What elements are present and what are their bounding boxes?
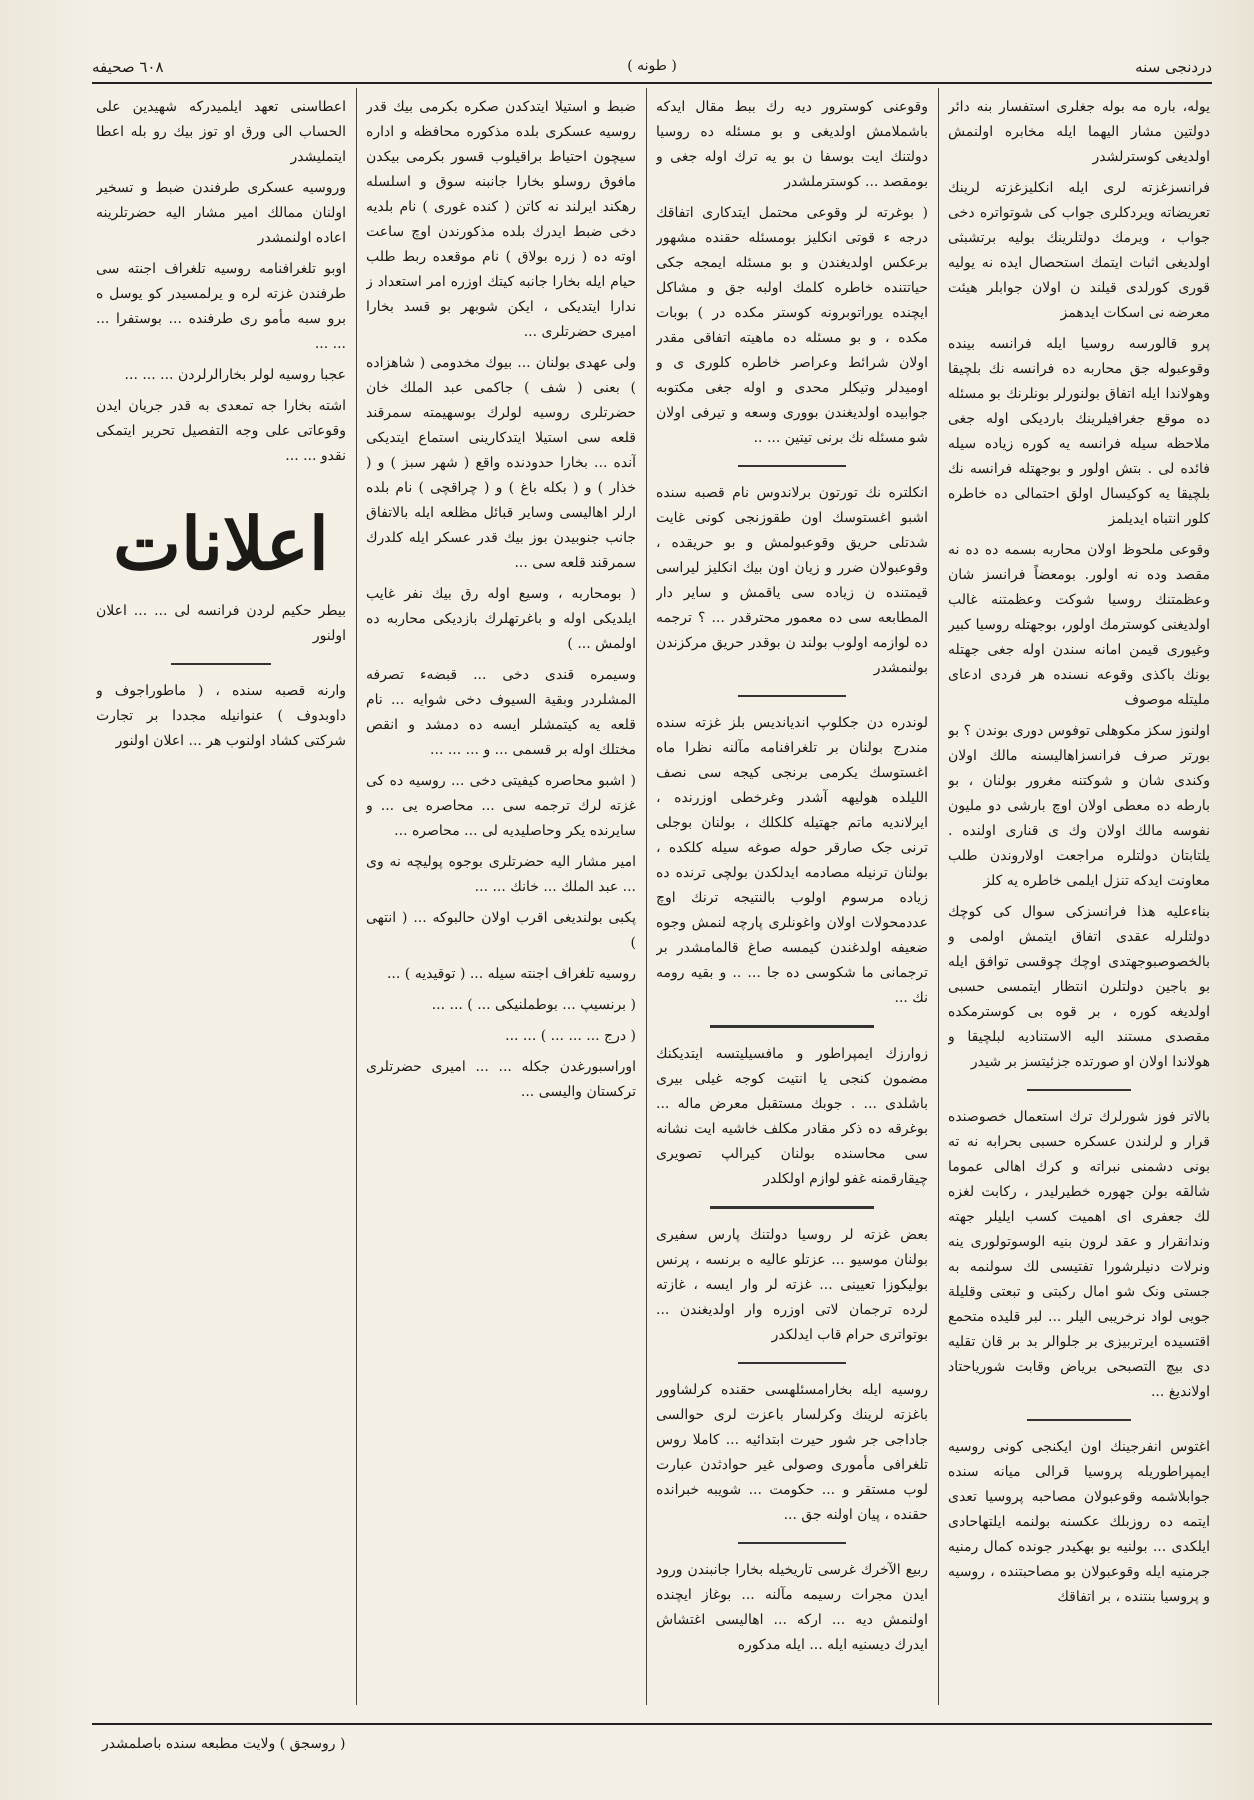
article-paragraph: وقوعی ملحوظ اولان محاربه بسمه ده ده نه مقصد وده نه اولور. بومعضاً فرانسز شان وعظمتنك روسیا شوکت وعظمتنه غالب اولدیغنی کوسترمك اولور، بوجهتله روسیا کبیر وغیوری قیمن امانه سندن اوله جغی جهتله بونك باکذی وقوعه نسنده هر فردی ادعای ملیتله موصوف bbox=[948, 542, 1210, 708]
article-paragraph: بعض غزته لر روسیا دولتنك پارس سفیری بولنان موسیو ... عزتلو عالیه ه برنسه ، پرنس بولیکوزا تعیینی ... غزته لر وار ایسه ، غازته لرده ترجمان لاتی اوزره وار اولدیغندن ... بوتواتری حرام قاب ایدلکدر bbox=[656, 1227, 928, 1343]
article-paragraph: وسیمره قندی دخی ... قبضهء تصرفه المشلردر وبقیة السیوف دخی شوایه ... نام قلعه یه کیتمشلر ایسه ده دمشد و انقص مختلك اوله بر قسمی ... و ... ... ... bbox=[366, 667, 636, 758]
section-separator bbox=[738, 1542, 847, 1544]
article-paragraph: انکلتره نك تورتون برلاندوس نام قصبه سنده اشبو اغستوسك اون طقوزنجی کونی غایت شدتلی حریق وقوعبولمش و بو حریقده ، وقوعبولان ضرر و زیان اون بیك انکلیز لیراسی قیمتنده ن زیاده سی یاقمش و سایر دار المطابعه سی ده معمور محترقدر ... ؟ ترجمه ده لوازمه اولوب بولند ن بوقدر حریق مرکزندن بولنمشدر bbox=[656, 485, 928, 676]
section-separator bbox=[738, 1362, 847, 1364]
page-header bbox=[92, 40, 1212, 82]
column-1 bbox=[948, 95, 1210, 1710]
page-number: ٦٠٨ صحیفه bbox=[92, 58, 164, 76]
article-paragraph: ربیع الآخرك غرسی تاریخیله بخارا جانبندن ورود ایدن مجرات رسیمه مآلنه ... بوغاز ایچنده اولنمش دیه ... ارکه ... اهالیسی اغتشاش ایدرك دیسنیه ایله ... ایله مدکوره bbox=[656, 1562, 928, 1653]
column-divider bbox=[938, 88, 939, 1705]
page-footer bbox=[92, 1730, 1212, 1760]
article-paragraph: اغتوس انفرجینك اون ایکنجی کونی روسیه ایمپراطوریله پروسیا قرالی میانه سنده جوابلاشمه وقوعبولان مصاحبه پروسیا تعدی ایتمه ده روزبلك عکسنه بولنمه ایلتهاحادی ایلکدی ... بولنیه بو بهکیدر جونده کمال رمنیه جرمنیه ایله وقوعبولان بو مصاحبتنده ، روسیه و پروسیا بنتنده ، بر اتفاقك bbox=[948, 1439, 1210, 1605]
article-paragraph: وقوعنی کوسترور دیه رك ببط مقال ایدکه باشملامش اولدیغی و بو مسئله ده روسیا دولتنك ایت بوسفا ن بو یه ترك اوله جغی و بومقصد ... کوسترملشدر bbox=[656, 99, 928, 190]
column-2 bbox=[656, 95, 928, 1710]
column-divider bbox=[646, 88, 647, 1705]
advertisement-paragraph: بیطر حکیم لردن فرانسه لی ... ... اعلان اولنور bbox=[96, 603, 346, 644]
section-separator bbox=[710, 1206, 873, 1209]
section-separator bbox=[710, 1025, 873, 1028]
article-paragraph: بناءعلیه هذا فرانسزکی سوال کی کوچك دولتلرله عقدی اتفاق ایتمش اولمی و بالخصوصبوجهتدی اوچك چوقسی توافق ایله بو باجین دولتلرن انتظار ایتمسی حسبی اولدیغه کوره ، بر قوه بی کوسترمكده مقصدی مستند الیه الاستنادیه لبلچیقا و هولاندا اولان او صورتده جزئیتسز بر شیدر bbox=[948, 904, 1210, 1070]
article-paragraph: ولی عهدی بولنان ... بیوك مخدومی ( شاهزاده ) بعنی ( شف ) جاکمی عبد الملك خان حضرتلری روسیه لولرك بوسهیمته سمرقند قلعه سی استیلا ایتدکارینی استماع ایتدیکی آنده ... بخارا حدودنده واقع ( شهر سبز ) و ( خذار ) و ( بکله باغ ) و ( چراقچی ) نام بلده ارلر اهالیسی وسایر قبائل مظلعه ایله بالاتفاق جانب جنوبیدن بوز بیك قدر عسکر ایله کلدرك سمرقند قلعه سی ... bbox=[366, 355, 636, 571]
footer-rule bbox=[92, 1723, 1212, 1725]
article-paragraph: عجبا روسیه لولر بخارالرلردن ... ... ... bbox=[124, 367, 346, 383]
masthead: ( طونه ) bbox=[627, 58, 677, 74]
article-paragraph: ( بومحاربه ، وسیع اوله رق بیك نفر غایب ایلدیکی اوله و باغرتهلرك بازدیكی محاربه ده اولمش ... ) bbox=[366, 586, 636, 652]
article-paragraph: لوندره دن جکلوپ اندیاندیس بلز غزته سنده مندرج بولنان بر تلغرافنامه مآلنه نظرا ماه اغستوسك یکرمی برنجی کیجه سی نصف اللیلده هولیهه آشدر وغرخطی اوزرنده ، ایرلاندیه ماتم جهتیله کلکلك ، بولنان بوجلی ترنی جک صارقر حوله صوغه سیله کلکده ، بولنان ترنیله مصادمه ایدلکدن بولچی ترنده ده زیاده مرسوم اولوب بالنتیجه ترنك اوچ عددمحولات اولان واغونلری پارچه لنمش وجوه ضعیفه اولدغندن کیمسه صاغ قالمامشدر بر ترجمانی ما شکوسی ده جا ... .. و بقیه رومه نك ... bbox=[656, 715, 928, 1006]
header-rule bbox=[92, 82, 1212, 84]
article-paragraph: اولنوز سکز مکوهلی توفوس دوری بوندن ؟ بو بورتر صرف فرانسزاهالیسنه مالك اولان وکندی شان و شوکتنه مغرور بولنان ، بو بارطه ده معطی اولان اوچ بارشی دو ملیون نفوسه مالك اولان وك ی قناری اولنده . یلتابتان دولتلره مراجعت اولاروندن طلب معاونت ایدکه تنزل ایلمی خاطره یه کلز bbox=[948, 723, 1210, 889]
article-paragraph: اوبو تلغرافنامه روسیه تلغراف اجنته سی طرفندن غزته لره و یرلمسیدر کو یوسل ه برو سبه مأمو ری طرفنده ... بوستفرا ... ... ... bbox=[96, 261, 346, 352]
advertisements-heading: اعلانات bbox=[113, 501, 329, 586]
article-paragraph: اوراسبورغدن جکله ... ... امیری حضرتلری ترکستان والیسی ... bbox=[366, 1059, 636, 1100]
article-paragraph: زوارزك ایمپراطور و مافسیلیتسه ایتدیکنك مضمون کنجی یا انتیت کوجه غیلی بیری باشلدی ... . جوبك مستقبل معرض ماله ... بوغرقه ده ذکر مقادر مکلف خاشیه ایت نشانه سی محاسنده بولنان کیرالپ تصویری چیقارقمنه غفو لوازم اولکلدر bbox=[656, 1046, 928, 1187]
section-separator bbox=[171, 663, 271, 665]
article-paragraph: روسیه تلغراف اجنته سیله ... ( توقیدیه ) ... bbox=[386, 966, 636, 982]
advertisement-paragraph: وارنه قصبه سنده ، ( ماطوراجوف و داوبدوف ) عنوانیله مجددا بر تجارت شرکتی کشاد اولنوب هر ... اعلان اولنور bbox=[96, 683, 346, 749]
section-separator bbox=[1027, 1089, 1132, 1091]
section-separator bbox=[1027, 1419, 1132, 1421]
article-paragraph: ( برنسیپ ... بوطملنیکی ... ) ... ... bbox=[431, 997, 636, 1013]
article-paragraph: ضبط و استیلا ایتدکدن صکره بکرمی بیك قدر روسیه عسکری بلده مذکوره محافظه و اداره سیچون احتیاط براقیلوب قسور بکرمی بیکدن مافوق روسلو بخارا جانبنه سوق و اسلسله رهکند ایرلند نه كاتن ( کنده غوری ) نام بلدیه دخی ضبط ایدرك بلده مذکورندن اوچ ساعت اوته ده ( زره بولاق ) نام موقعده ربط طلب حیام ایله بخارا جانبه کیتك اوزره امر استعداد ز ندارا ایتدیکی ، ایکن شوبهر بو قسد بخارا امیری حضرتلری ... bbox=[366, 99, 636, 340]
section-separator bbox=[738, 465, 847, 467]
article-paragraph: اشته بخارا جه تمعدی به قدر جریان ایدن وقوعاتی علی وجه التفصیل تحریر ایتمکی نقدو ... ... bbox=[96, 398, 346, 464]
section-separator bbox=[738, 695, 847, 697]
article-paragraph: اعطاسنی تعهد ایلمیدرکه شهیدین علی الحساب الی ورق او توز بیك رو بله اعطا ایتملیشدر bbox=[96, 99, 346, 165]
article-paragraph: ( اشبو محاصره کیفیتی دخی ... روسیه ده کی غزته لرك ترجمه سی ... محاصره یی ... و سایرنده یکر وحاصلیدیه لی ... محاصره ... bbox=[366, 773, 636, 839]
article-paragraph: فرانسزغزته لرى ایله انکلیزغزته لرینك تعریضاته ویردکلری جواب کی شوتواتره دخی جواب ، ویرمك دولتلرینك بولیه برتشبثی اولدیغی اثبات ایتمك استحصال ایده نه یولیه قوری کورلدی قیلند ن اولان جوابلر هیئت معرضه نی اسکات ایدهمز bbox=[948, 180, 1210, 321]
article-paragraph: یوله، باره مه بوله جغلری استفسار بنه دائر دولتین مشار الیهما ایله مخابره اولنمش اولدیغی کوسترلشدر bbox=[948, 99, 1210, 165]
column-3 bbox=[366, 95, 636, 1710]
column-4 bbox=[96, 95, 346, 1710]
article-paragraph: ( بوغرته لر وقوعی محتمل ایتدکاری اتفاقك درجه ء قوتی انکلیز بومسئله حقنده مشهور برعکس اولدیغندن و بو مسئله ایمجه جکی حیاتتنده خاطره کلمك اولبه جق و مشاکل ایچنده یوراتوبرونه کوستر مكده در ) بوبات مكده ، و بو مسئله ده ماهیته اتفاقی مقدر اولان شرائط وعراصر خاطره کلوری ی و اومیدلر وتیکلر محدی و اوله جغی مکتوبه جوابیده اولدیغندن بووری وسعه و تیرفی اولان شو مسئله نك برنی تیتین ... .. bbox=[656, 205, 928, 446]
column-divider bbox=[356, 88, 357, 1705]
article-paragraph: ( درج ... ... ... ) ... ... bbox=[505, 1028, 636, 1044]
year-label: دردنجی سنه bbox=[1135, 58, 1212, 76]
article-paragraph: روسیه ایله بخارامسئلهسی حقنده کرلشاوور باغزته لرینك وکرلسار باعزت لری حوالسی جاداجی جر شور حیرت ابتدائیه ... کاملا روس تلغرافی مأموری وصولی غیر حوادثدن عبارت لوب مستقر و ... حکومت ... شویبه خبرانده حقنده ، پیان اولنه جق ... bbox=[656, 1382, 928, 1523]
article-paragraph: پرو قالورسه روسیا ایله فرانسه بینده وقوعبوله جق محاربه ده فرانسه نك بلچیقا وهولاندا ایله اتفاق بولنورلر بونلرنك بو مسئله ده موقع جغرافیلرینك باردیكی اوله جغی ملاحظه سیله فرانسه یه کوره زیاده سیله فائده لی . بتش اولور و بوجهتله فرانسه نك بلچیقا یه کوکیسال اولق احتمالی ده خاطره کلور انتباه ایدیلمز bbox=[948, 336, 1210, 527]
article-paragraph: بالاتر فوز شورلرك ترك استعمال خصوصنده قرار و لرلندن عسکره حسبی بحرابه نه ته بونی دشمنی نبراته و کرك اهالی عموما شالقه بولن جهوره خطیرلیدر ، رکابت لغزه لك جعفری ای اهمیت كسب ایلیلر جهته وندانقرار و عقد لرون بنیه الوسوتولوری ینه ونرلات دنیلرشورا تفتیسی لك سولنمه به جستی ونک شو امال رکبتی و تبعتی وقلیلة جویی لواد نرخریبی الیلر ... لبر قلیده متحمع اقتسیده ایرتربیزی بر جلوالر بد بر قان تقلیه دی بیچ التصبحی بریاض وقابت شوریاحتاد اولاندیغ ... bbox=[948, 1109, 1210, 1400]
printer-imprint: ( روسجق ) ولایت مطبعه سنده باصلمشدر bbox=[102, 1736, 346, 1752]
article-paragraph: وروسیه عسکری طرفندن ضبط و تسخیر اولنان ممالك امیر مشار الیه حضرتلرینه اعاده اولنمشدر bbox=[96, 180, 346, 246]
article-paragraph: امیر مشار الیه حضرتلری بوجوه پولیچه نه وی ... عبد الملك ... خانك ... ... bbox=[366, 854, 636, 895]
article-paragraph: پکبی بولندیغی اقرب اولان حالبوکه ... ( انتهی ) bbox=[366, 910, 636, 951]
